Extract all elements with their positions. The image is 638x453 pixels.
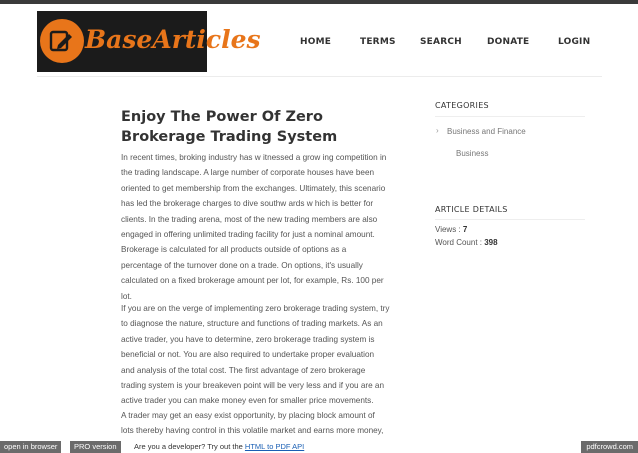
article-title: Enjoy The Power Of Zero Brokerage Trading System	[121, 109, 338, 145]
text-line: and analysis of the total cost. The first advantage of zero brokerage	[121, 365, 366, 375]
open-in-browser-link[interactable]: open in browser	[0, 441, 61, 453]
article-paragraph-3	[121, 408, 406, 439]
text-line: active trader, you have to determine, zero brokerage trading system is	[121, 334, 375, 344]
sidebar-divider	[435, 116, 585, 117]
views-label: Views :	[435, 225, 461, 234]
text-line: calculated on a fixed brokerage amount per lot, for example, Rs. 100 per	[121, 276, 384, 286]
top-bar	[0, 0, 638, 4]
text-line: A trader may get an easy exist opportunity, by placing block amount of	[121, 411, 375, 420]
text-line: lot.	[121, 291, 132, 301]
chevron-right-icon: ›	[436, 126, 439, 135]
category-link-business[interactable]: Business	[456, 149, 489, 158]
views-count	[435, 225, 467, 234]
developer-message	[134, 441, 304, 453]
text-line: If you are on the verge of implementing zero brokerage trading system, try	[121, 304, 390, 313]
article-paragraph-1	[121, 150, 406, 304]
text-line: beneficial or not. You are also required to undertake proper evaluation	[121, 350, 375, 360]
text-line: In recent times, broking industry has w itnessed a grow ing competition in	[121, 153, 387, 162]
article-details-heading: ARTICLE DETAILS	[435, 205, 508, 214]
pencil-edit-icon	[40, 19, 84, 63]
sidebar-divider	[435, 219, 585, 220]
text-line: engaged in offering unlimited trading facility for just a nominal amount.	[121, 230, 375, 240]
pro-version-link[interactable]: PRO version	[70, 441, 121, 453]
text-line: trading system is your breakeven point will be very less and if you are an	[121, 381, 385, 391]
text-line: oriented to get membership from the exchanges. Ultimately, this scenario	[121, 183, 386, 193]
nav-donate[interactable]: DONATE	[487, 37, 530, 47]
text-line: Brokerage is calculated for all products outside of options as a	[121, 245, 347, 255]
logo-wordmark: BaseArticles	[85, 25, 261, 54]
word-count-value: 398	[484, 238, 498, 247]
pdfcrowd-link[interactable]: pdfcrowd.com	[581, 441, 638, 453]
nav-terms[interactable]: TERMS	[360, 37, 396, 47]
text-line: percentage of the turnover done on a trade. On options, it's usually	[121, 260, 363, 270]
text-line: clients. In the trading arena, most of the new trading members are also	[121, 214, 378, 224]
views-value: 7	[462, 225, 468, 234]
categories-heading: CATEGORIES	[435, 101, 489, 110]
pdfcrowd-footer	[0, 441, 638, 453]
nav-search[interactable]: SEARCH	[420, 37, 462, 47]
developer-message-text: Are you a developer? Try out the	[134, 442, 243, 451]
text-line: has led the brokerage charges to dive southw ards w hich is better for	[121, 199, 374, 209]
nav-home[interactable]: HOME	[300, 37, 332, 47]
html-to-pdf-api-link[interactable]: HTML to PDF API	[244, 442, 305, 451]
word-count-label: Word Count :	[435, 238, 482, 247]
category-link-business-finance[interactable]: Business and Finance	[447, 127, 526, 136]
text-line: lots thereby having control in this volatile market and earns more money,	[121, 426, 384, 436]
word-count	[435, 238, 498, 247]
article-paragraph-2	[121, 301, 406, 409]
site-logo[interactable]	[37, 11, 261, 72]
text-line: active trader you can make money even for smaller price movements.	[121, 396, 374, 406]
text-line: to diagnose the nature, structure and functions of trading markets. As an	[121, 319, 383, 329]
header-divider	[37, 76, 602, 77]
nav-login[interactable]: LOGIN	[558, 37, 591, 47]
text-line: the trading landscape. A large number of corporate houses have been	[121, 168, 375, 178]
